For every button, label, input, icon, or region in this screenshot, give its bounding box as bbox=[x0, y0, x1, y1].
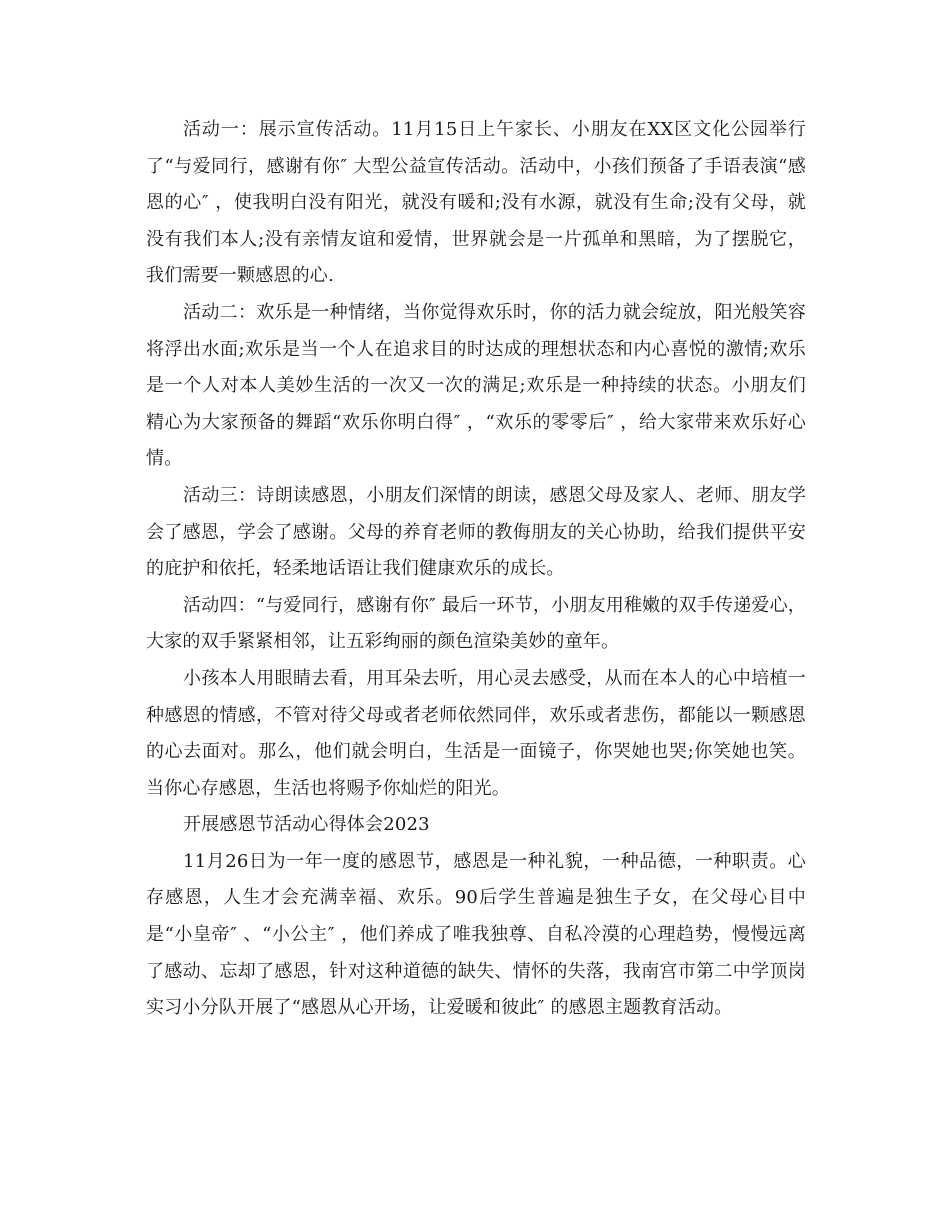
section-heading: 开展感恩节活动心得体会2023 bbox=[183, 814, 430, 836]
paragraph-activity-three: 活动三：诗朗读感恩，小朋友们深情的朗读，感恩父母及家人、老师、朋友学会了感恩，学会了感谢。父母的养育老师的教侮朋友的关心协助，给我们提供平安的庇护和依托，轻柔地话语让我们健康欢乐的成长。 bbox=[146, 484, 806, 580]
paragraph-summary: 小孩本人用眼睛去看，用耳朵去听，用心灵去感受，从而在本人的心中培植一种感恩的情感，不管对待父母或者老师依然同伴，欢乐或者悲伤，都能以一颗感恩的心去面对。那么，他们就会明白，生活是一面镜子，你哭她也哭;你笑她也笑。当你心存感恩，生活也将赐予你灿烂的阳光。 bbox=[146, 667, 806, 799]
paragraph-activity-two: 活动二：欢乐是一种情绪，当你觉得欢乐时，你的活力就会绽放，阳光般笑容将浮出水面;欢乐是当一个人在追求目的时达成的理想状态和内心喜悦的激情;欢乐是一个人对本人美妙生活的一次又一次的满足;欢乐是一种持续的状态。小朋友们精心为大家预备的舞蹈“欢乐你明白得″ ，“欢乐的零零后″ ，给大家带来欢乐好心情。 bbox=[146, 301, 806, 470]
paragraph-thanksgiving: 11月26日为一年一度的感恩节，感恩是一种礼貌，一种品德，一种职责。心存感恩，人生才会充满幸福、欢乐。90后学生普遍是独生子女，在父母心目中是“小皇帝″ 、“小公主″ ，他们养成了唯我独尊、自私冷漠的心理趋势，慢慢远离了感动、忘却了感恩，针对这种道德的缺失、情怀的失落，我南宫市第二中学顶岗实习小分队开展了“感恩从心开场，让爱暖和彼此″ 的感恩主题教育活动。 bbox=[146, 850, 806, 1019]
document-body bbox=[146, 112, 806, 1027]
paragraph-activity-four: 活动四：“与爱同行，感谢有你″ 最后一环节，小朋友用稚嫩的双手传递爱心，大家的双手紧紧相邻，让五彩绚丽的颜色渲染美妙的童年。 bbox=[146, 594, 806, 653]
paragraph-activity-one: 活动一：展示宣传活动。11月15日上午家长、小朋友在XX区文化公园举行了“与爱同行，感谢有你″ 大型公益宣传活动。活动中，小孩们预备了手语表演“感恩的心″ ，使我明白没有阳光，就没有暖和;没有水源，就没有生命;没有父母，就没有我们本人;没有亲情友谊和爱情，世界就会是一片孤单和黑暗，为了摆脱它，我们需要一颗感恩的心. bbox=[146, 119, 806, 287]
